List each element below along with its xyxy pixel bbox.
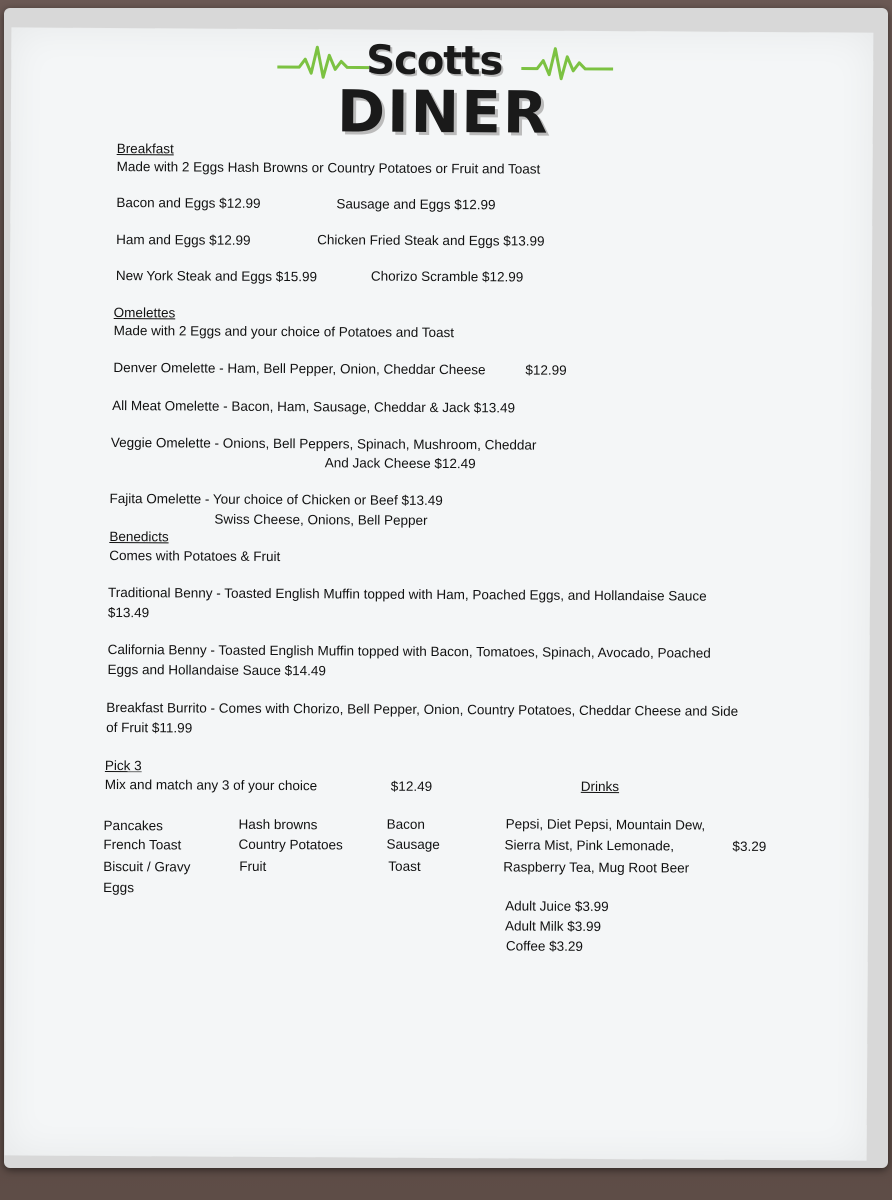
omelettes-heading: Omelettes (113, 305, 176, 321)
pick3-price: $12.49 (390, 778, 433, 794)
breakfast-description: Made with 2 Eggs Hash Browns or Country Potatoes or Fruit and Toast (116, 159, 541, 177)
pulse-line-right-icon (521, 42, 613, 83)
drinks-heading: Drinks (580, 778, 620, 795)
pick3-option: French Toast (103, 836, 182, 853)
pick3-option: Toast (388, 858, 421, 874)
menu-item: Veggie Omelette - Onions, Bell Peppers, Spinach, Mushroom, Cheddar (110, 434, 537, 453)
pick3-heading: Pick 3 (104, 757, 142, 774)
menu-item-continued: of Fruit $11.99 (106, 719, 193, 736)
drink-item: Adult Milk $3.99 (504, 918, 602, 934)
menu-item-continued: And Jack Cheese $12.49 (324, 455, 476, 472)
menu-item: All Meat Omelette - Bacon, Ham, Sausage, Cheddar & Jack $13.49 (112, 398, 516, 416)
pick3-option: Eggs (103, 879, 135, 896)
menu-page (5, 27, 874, 1160)
benedicts-description: Comes with Potatoes & Fruit (109, 547, 281, 565)
menu-item-continued: Swiss Cheese, Onions, Bell Pepper (214, 511, 428, 528)
pick3-option: Country Potatoes (238, 836, 343, 853)
menu-item: Chicken Fried Steak and Eggs $13.99 (317, 232, 545, 249)
menu-item-continued: $13.49 (107, 604, 150, 621)
logo-scotts-text: Scotts (366, 37, 503, 85)
menu-item: California Benny - Toasted English Muffin topped with Bacon, Tomatoes, Spinach, Avocado, Poached (107, 641, 711, 661)
drink-item: Coffee $3.29 (505, 938, 583, 954)
menu-item-continued: Eggs and Hollandaise Sauce $14.49 (107, 661, 326, 679)
pick3-option: Bacon (386, 816, 425, 832)
drink-item: Pepsi, Diet Pepsi, Mountain Dew, (505, 816, 706, 833)
logo-diner-text: DINER (336, 77, 550, 147)
drink-price: $3.29 (732, 838, 767, 855)
menu-item: Fajita Omelette - Your choice of Chicken or Beef $13.49 (109, 490, 443, 509)
omelettes-description: Made with 2 Eggs and your choice of Potatoes and Toast (113, 323, 455, 341)
menu-item: Ham and Eggs $12.99 (116, 232, 251, 248)
pick3-option: Hash browns (238, 816, 318, 833)
drink-item: Sierra Mist, Pink Lemonade, (504, 837, 675, 854)
menu-item: Traditional Benny - Toasted English Muffin topped with Ham, Poached Eggs, and Hollandaise Sauce (107, 584, 707, 604)
pick3-option: Biscuit / Gravy (103, 858, 191, 875)
pulse-line-left-icon (277, 41, 369, 82)
pick3-description: Mix and match any 3 of your choice (104, 776, 318, 794)
menu-item: New York Steak and Eggs $15.99 (115, 268, 318, 285)
diner-logo (271, 33, 602, 145)
menu-item: Chorizo Scramble $12.99 (370, 268, 524, 285)
drink-item: Raspberry Tea, Mug Root Beer (503, 859, 690, 876)
pick3-option: Pancakes (103, 817, 163, 834)
menu-item: Denver Omelette - Ham, Bell Pepper, Onion, Cheddar Cheese (113, 360, 486, 378)
menu-item: Bacon and Eggs $12.99 (116, 195, 261, 211)
menu-item-price: $12.99 (525, 362, 567, 378)
breakfast-heading: Breakfast (116, 141, 174, 157)
pick3-option: Fruit (239, 858, 267, 874)
menu-item: Sausage and Eggs $12.99 (336, 196, 496, 213)
benedicts-heading: Benedicts (109, 528, 169, 545)
pick3-option: Sausage (386, 836, 440, 853)
menu-item: Breakfast Burrito - Comes with Chorizo, Bell Pepper, Onion, Country Potatoes, Cheddar Cheese and Side (106, 699, 739, 719)
drink-item: Adult Juice $3.99 (505, 898, 609, 915)
